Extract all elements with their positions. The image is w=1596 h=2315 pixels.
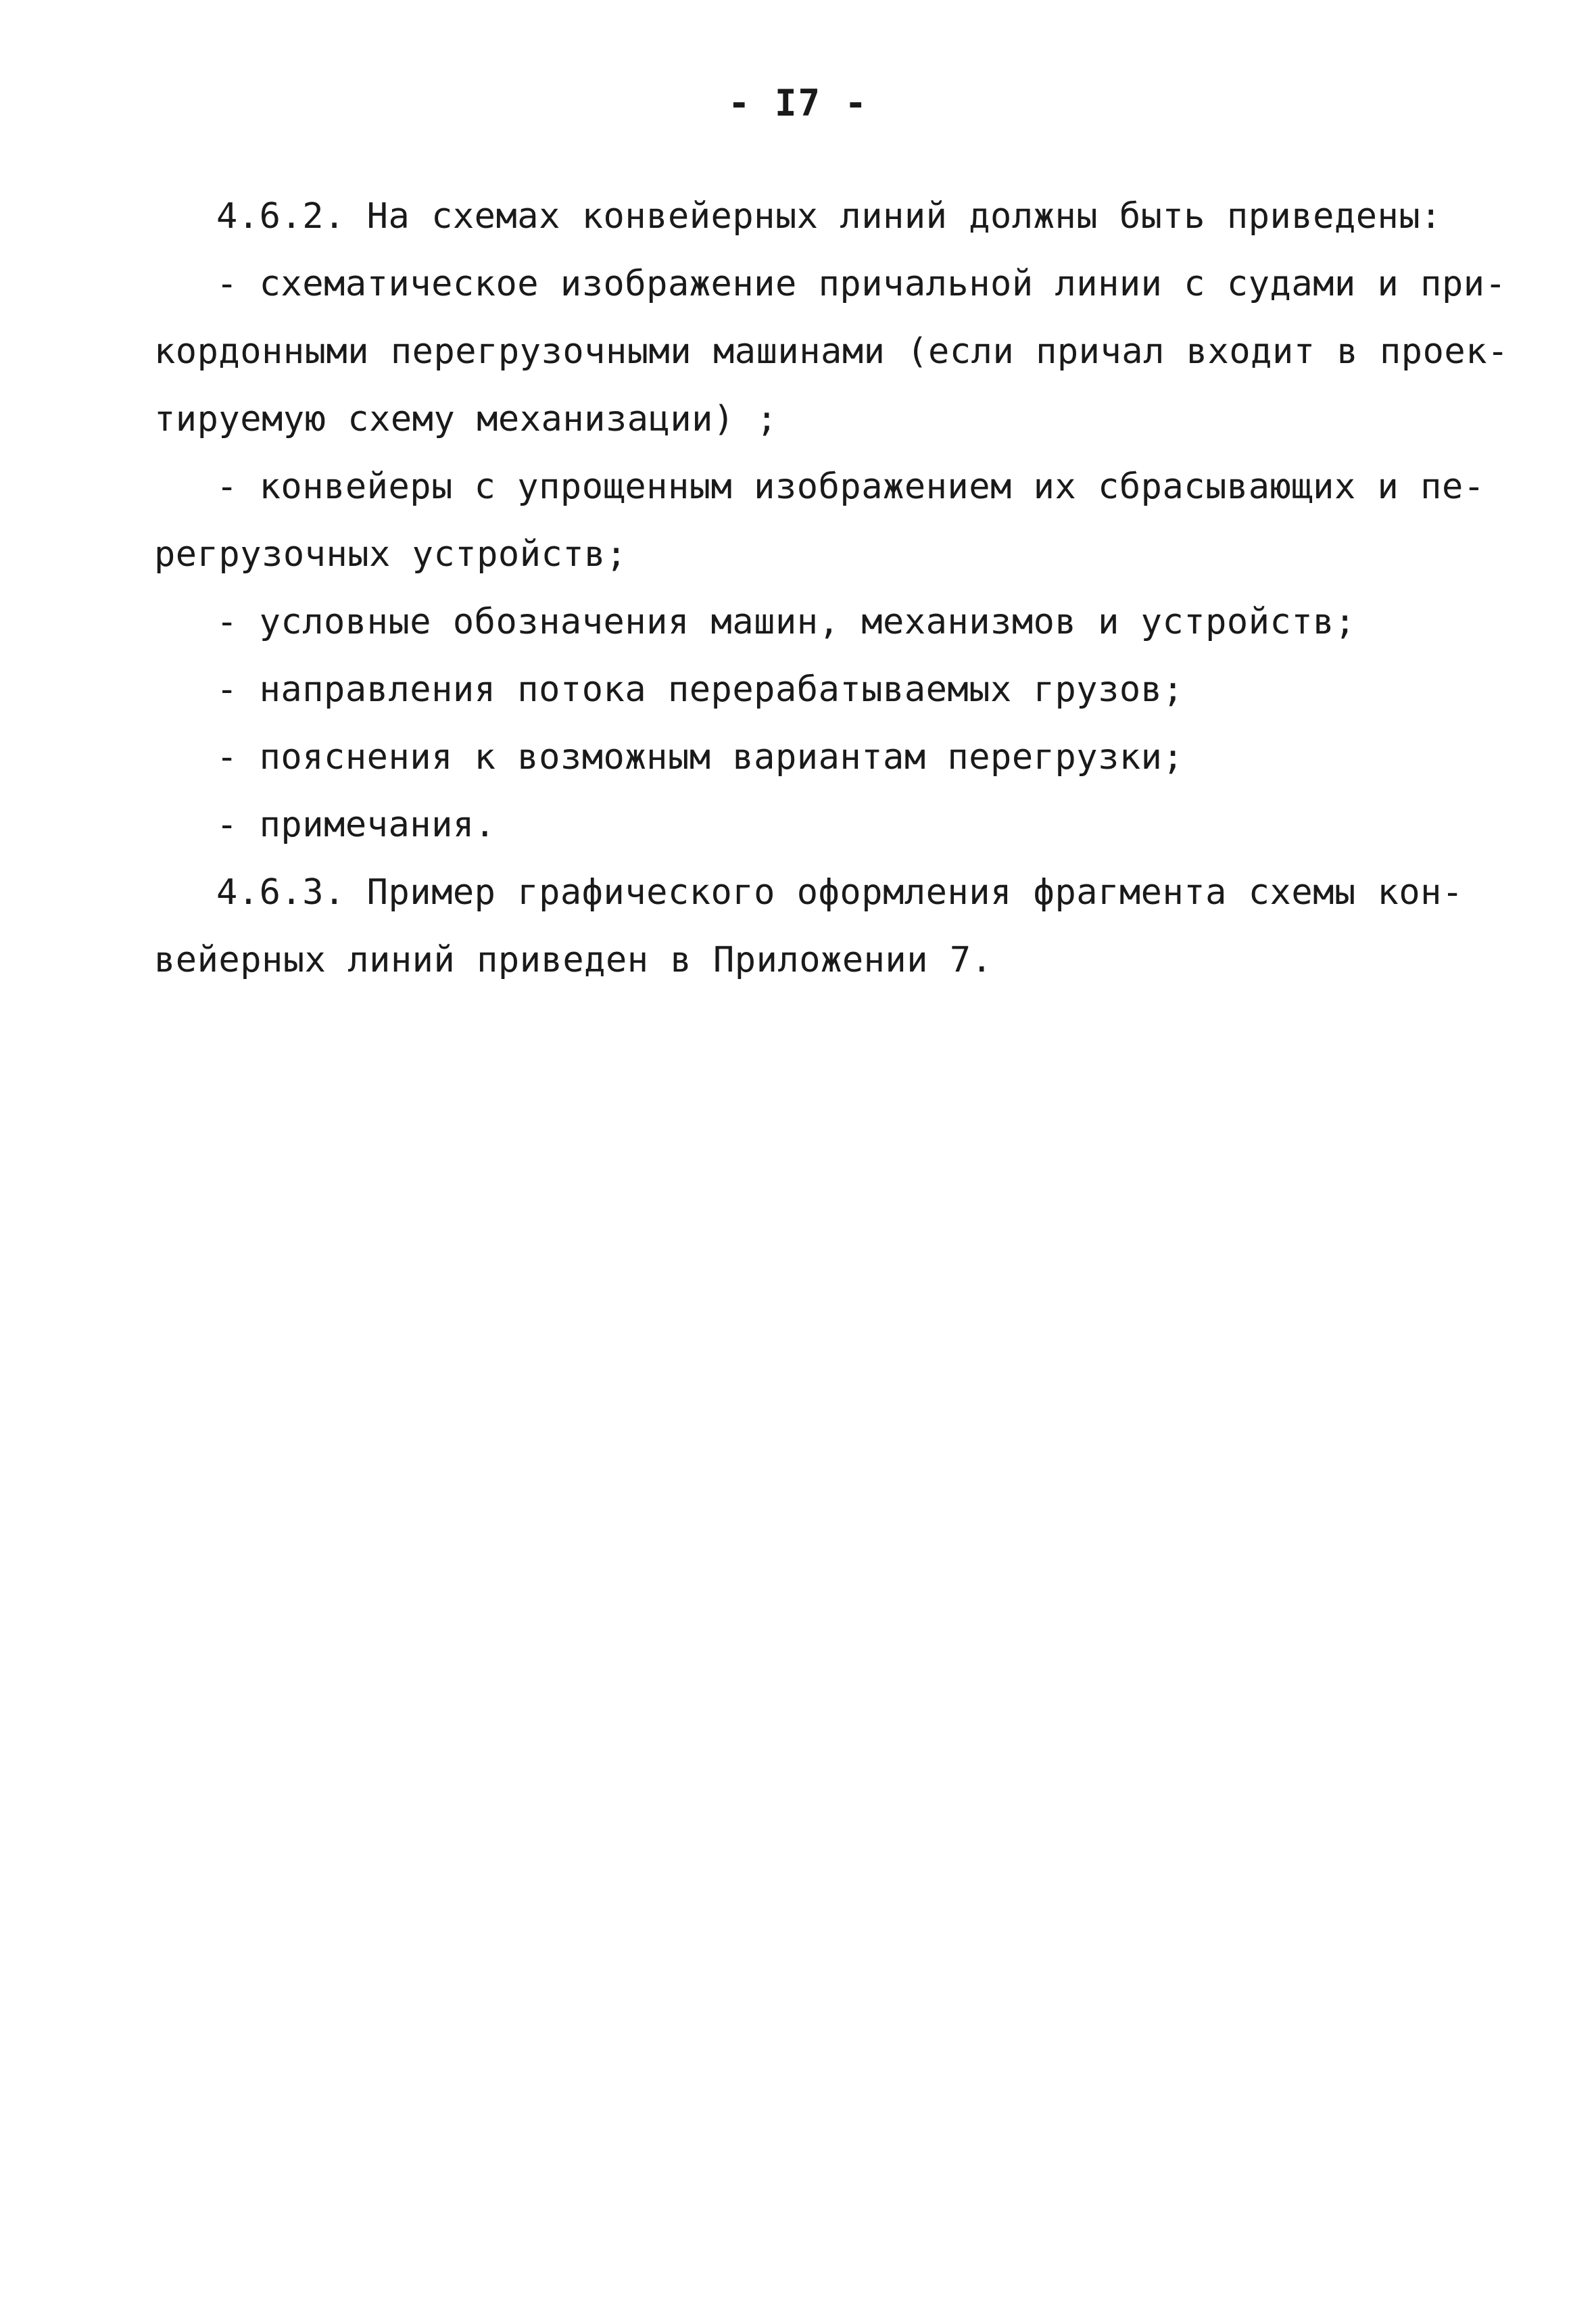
section-4-6-3-line-1: 4.6.3. Пример графического оформления фрагмента схемы кон- <box>216 872 1464 913</box>
list-item-6: - примечания. <box>216 805 496 845</box>
section-4-6-2-heading: 4.6.2. На схемах конвейерных линий должны быть приведены: <box>216 196 1442 237</box>
list-item-3: - условные обозначения машин, механизмов и устройств; <box>216 602 1356 642</box>
section-4-6-3-line-2: вейерных линий приведен в Приложении 7. <box>154 940 993 980</box>
list-item-5: - пояснения к возможным вариантам перегрузки; <box>216 737 1184 778</box>
list-item-4: - направления потока перерабатываемых грузов; <box>216 669 1184 710</box>
list-item-2-line-1: - конвейеры с упрощенным изображением их сбрасывающих и пе- <box>216 467 1485 507</box>
list-item-1-line-3: тируемую схему механизации) ; <box>154 399 778 439</box>
page-number: - I7 - <box>727 82 869 124</box>
body-text <box>154 183 1509 994</box>
list-item-1-line-2: кордонными перегрузочными машинами (если причал входит в проек- <box>154 331 1509 372</box>
list-item-1-line-1: - схематическое изображение причальной линии с судами и при- <box>216 264 1507 304</box>
list-item-2-line-2: регрузочных устройств; <box>154 534 627 575</box>
